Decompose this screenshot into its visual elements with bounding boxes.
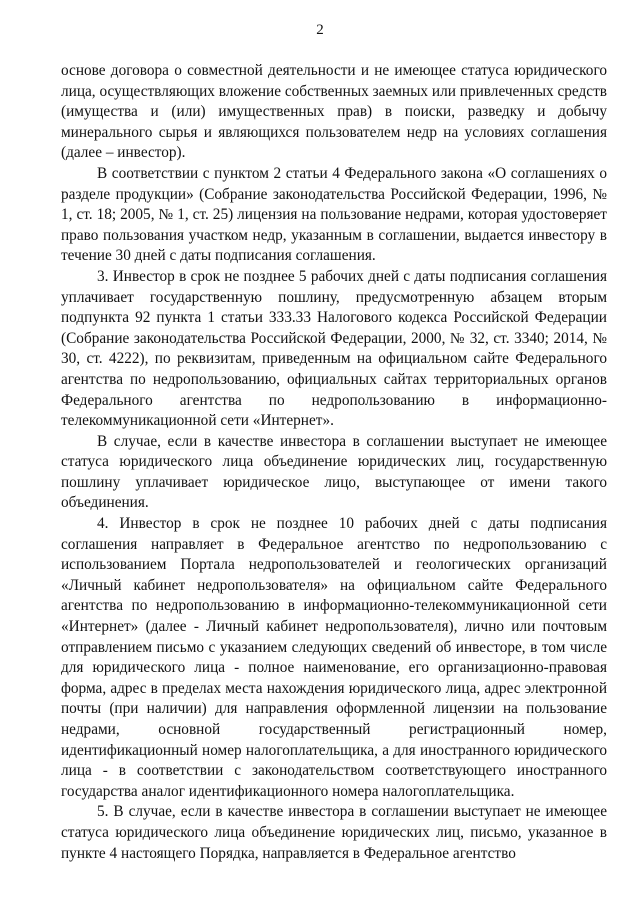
paragraph-item-3-state-fee: 3. Инвестор в срок не позднее 5 рабочих дней с даты подписания соглашения уплачивает государственную пошлину, предусмотренную абзацем вторым подпункта 92 пункта 1 статьи 333.33 Налогового кодекса Российской Федерации (Собрание законодательства Российской Федерации, 2000, № 32, ст. 3340; 2014, № 30, ст. 4222), по реквизитам, приведенным на официальном сайте Федерального агентства по недропользованию, официальных сайтах территориальных органов Федерального агентства по недропользованию в информационно-телекоммуникационной сети «Интернет». <box>61 267 607 430</box>
page-number: 2 <box>316 22 324 38</box>
paragraph-association-fee: В случае, если в качестве инвестора в соглашении выступает не имеющее статуса юридического лица объединение юридических лиц, государственную пошлину уплачивает юридическое лицо, выступающее от имени такого объединения. <box>61 432 607 512</box>
paragraph-item-4-letter: 4. Инвестор в срок не позднее 10 рабочих дней с даты подписания соглашения направляет в Федеральное агентство по недропользованию с использованием Портала недропользователей и геологических организаций «Личный кабинет недропользователя» на официальном сайте Федерального агентства по недропользованию в информационно-телекоммуникационной сети «Интернет» (далее - Личный кабинет недропользователя), лично или почтовым отправлением письмо с указанием следующих сведений об инвесторе, в том числе для юридического лица - полное наименование, его организационно-правовая форма, адрес в пределах места нахождения юридического лица, адрес электронной почты (при наличии) для направления оформленной лицензии на пользование недрами, основной государственный регистрационный номер, идентификационный номер налогоплательщика, а для иностранного юридического лица - в соответствии с законодательством соответствующего иностранного государства аналог идентификационного номера налогоплательщика. <box>61 515 607 800</box>
paragraph-item-5-association: 5. В случае, если в качестве инвестора в соглашении выступает не имеющее статуса юридического лица объединение юридических лиц, письмо, указанное в пункте 4 настоящего Порядка, направляется в Федеральное агентство <box>61 803 607 862</box>
document-body <box>61 61 607 864</box>
paragraph-continuation: основе договора о совместной деятельности и не имеющее статуса юридического лица, осуществляющих вложение собственных заемных или привлеченных средств (имущества и (или) имущественных прав) в поиски, разведку и добычу минерального сырья и являющихся пользователем недр на условиях соглашения (далее – инвестор). <box>61 62 607 162</box>
paragraph-license-issuance: В соответствии с пунктом 2 статьи 4 Федерального закона «О соглашениях о разделе продукции» (Собрание законодательства Российской Федерации, 1996, № 1, ст. 18; 2005, № 1, ст. 25) лицензия на пользование недрами, которая удостоверяет право пользования участком недр, указанным в соглашении, выдается инвестору в течение 30 дней с даты подписания соглашения. <box>61 164 607 265</box>
